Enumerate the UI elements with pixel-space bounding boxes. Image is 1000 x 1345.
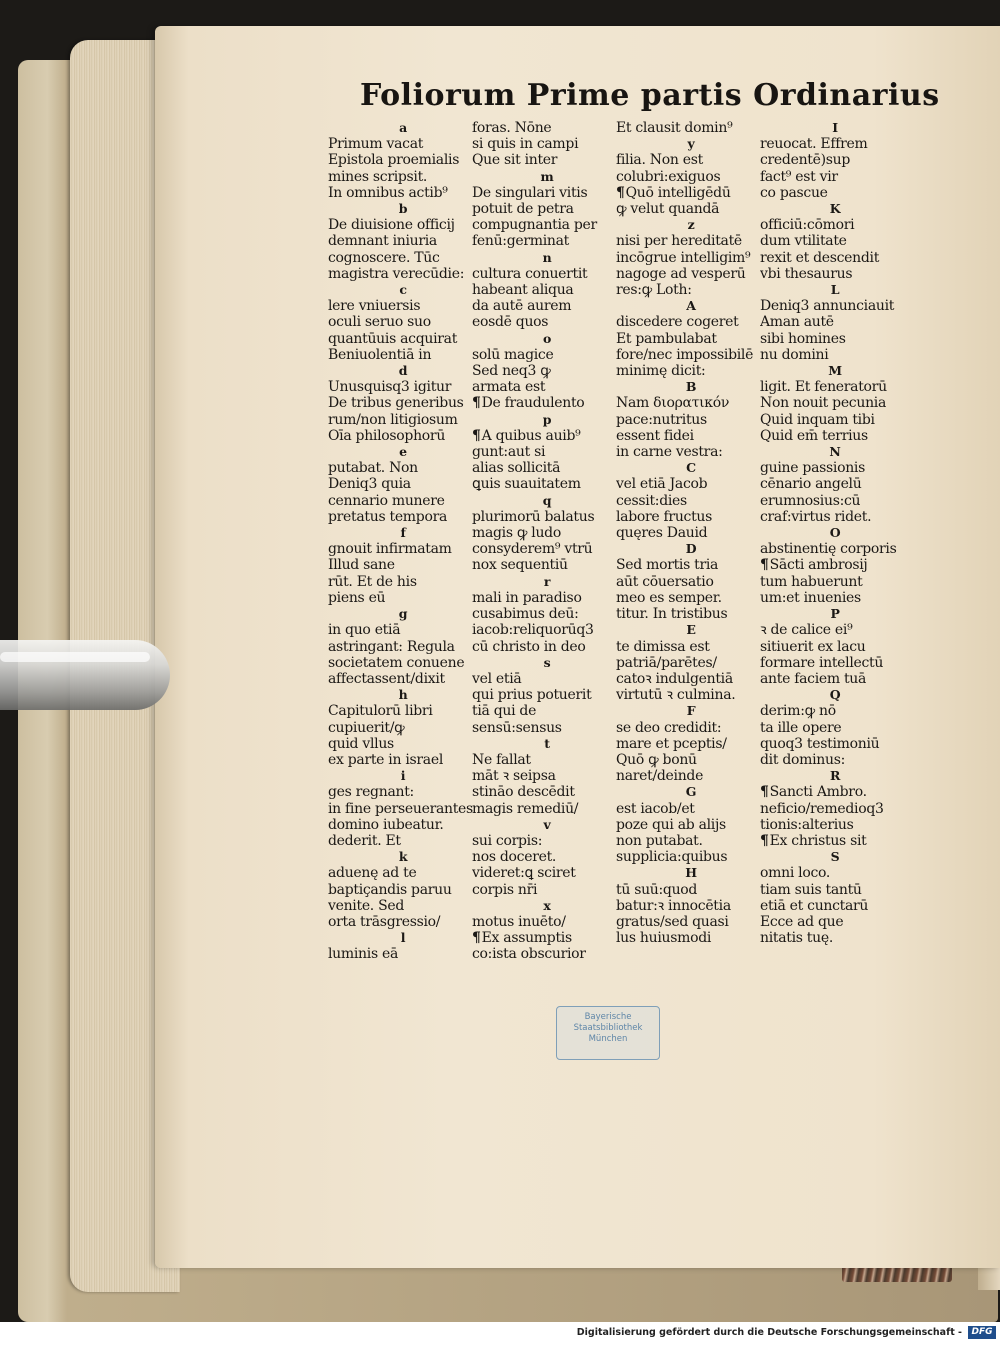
index-entry: ges regnant:: [328, 784, 414, 801]
pilcrow-icon: ¶: [760, 832, 769, 849]
pilcrow-icon: ¶: [472, 395, 481, 412]
index-entry: guine passionis: [760, 460, 865, 477]
index-entry: De diuisione officij: [328, 217, 455, 234]
index-entry: cusabimus deū:: [472, 606, 579, 623]
index-entry: res:ꝙ Loth:: [616, 282, 692, 299]
index-entry: cēnario angelū: [760, 476, 862, 493]
index-entry: etiā et cunctarū: [760, 897, 869, 914]
index-column-3: [616, 120, 766, 946]
index-column-2: [472, 120, 622, 963]
section-letter: p: [542, 411, 552, 427]
index-entry: armata est: [472, 379, 546, 396]
index-entry: naret/deinde: [616, 768, 704, 785]
index-entry: ꝛ de calice ei⁹: [760, 622, 853, 639]
index-entry: cultura conuertit: [472, 265, 588, 282]
section-letter: g: [398, 606, 408, 622]
section-letter: O: [829, 525, 841, 541]
index-entry: videret:ꝗ sciret: [472, 865, 576, 882]
section-letter: b: [398, 201, 408, 217]
index-entry: De tribus generibus: [328, 395, 464, 412]
index-entry: gratus/sed quasi: [616, 913, 729, 930]
index-entry: sitiuerit ex lacu: [760, 638, 866, 655]
index-entry: solū magice: [472, 346, 554, 363]
section-letter: D: [685, 541, 697, 557]
index-entry: vbi thesaurus: [760, 265, 853, 282]
index-entry: stināo descēdit: [472, 784, 575, 801]
index-entry: vel etiā: [472, 670, 522, 687]
index-entry: quęres Dauid: [616, 525, 708, 542]
index-entry: eosdē quos: [472, 314, 549, 331]
index-entry: [760, 784, 910, 800]
index-entry: tiam suis tantū: [760, 881, 862, 898]
index-entry: In omnibus actib⁹: [328, 184, 448, 201]
index-entry: sui corpis:: [472, 832, 543, 849]
stamp-line: Bayerische: [584, 1012, 632, 1022]
index-entry: omni loco.: [760, 865, 831, 882]
index-entry: De singulari vitis: [472, 184, 588, 201]
index-entry: tionis:alterius: [760, 816, 854, 833]
section-letter: B: [685, 379, 697, 395]
index-entry: pretatus tempora: [328, 508, 448, 525]
index-entry: discedere cogeret: [616, 314, 739, 331]
section-letter: K: [829, 201, 841, 217]
index-entry: credentē)sup: [760, 152, 851, 169]
index-entry: neficio/remedioq3: [760, 800, 884, 817]
index-entry: nox sequentiū: [472, 557, 568, 574]
index-entry: cupiuerit/ꝙ: [328, 719, 405, 736]
index-entry: habeant aliqua: [472, 282, 574, 299]
index-entry: officiū:cōmori: [760, 217, 855, 234]
index-entry: fact⁹ est vir: [760, 168, 838, 185]
index-entry-text: Quō intelligēdū: [625, 184, 731, 201]
index-entry: [472, 930, 622, 946]
index-entry: dit dominus:: [760, 751, 845, 768]
index-entry: venite. Sed: [328, 897, 405, 914]
index-entry: ꝗuis suauitatem: [472, 476, 581, 493]
index-entry: meo es semper.: [616, 589, 722, 606]
index-entry: lere vniuersis: [328, 298, 421, 315]
index-entry: patriā/parētes/: [616, 654, 717, 671]
index-entry: Deniq3 quia: [328, 476, 411, 493]
section-letter: F: [686, 703, 696, 719]
index-entry: gnouit infirmatam: [328, 541, 452, 558]
index-entry: Quid inquam tibi: [760, 411, 875, 428]
page-pointer-tool: [0, 640, 170, 710]
section-letter: o: [542, 330, 552, 346]
index-entry: abstinentię corporis: [760, 541, 897, 558]
index-entry-text: A quibus auib⁹: [481, 427, 581, 444]
index-entry: consyderem⁹ vtrū: [472, 541, 593, 558]
index-entry: rexit et descendit: [760, 249, 880, 266]
index-entry: piens eū: [328, 589, 386, 606]
index-entry: Capitulorū libri: [328, 703, 433, 720]
index-entry: gunt:aut si: [472, 444, 546, 461]
index-entry: filia. Non est: [616, 152, 703, 169]
index-entry: nitatis tuę.: [760, 930, 833, 947]
index-entry: Sed mortis tria: [616, 557, 719, 574]
index-entry: demnant iniuria: [328, 233, 437, 250]
index-entry: craf:virtus ridet.: [760, 508, 872, 525]
index-entry: [616, 185, 766, 201]
index-entry: mines scripsit.: [328, 168, 428, 185]
section-letter: z: [687, 217, 695, 233]
index-entry: Aman autē: [760, 314, 834, 331]
section-letter: k: [398, 849, 408, 865]
footer-credit: Digitalisierung gefördert durch die Deutsche Forschungsgemeinschaft -: [576, 1327, 962, 1338]
section-letter: f: [400, 525, 406, 541]
index-entry: dum vtilitate: [760, 233, 847, 250]
index-entry: ligit. Et feneratorū: [760, 379, 887, 396]
index-column-4: [760, 120, 910, 946]
section-letter: v: [543, 816, 551, 832]
index-entry: batur:ꝛ innocētia: [616, 897, 731, 914]
pointer-highlight: [0, 652, 150, 662]
index-entry: ta ille opere: [760, 719, 842, 736]
section-letter: G: [685, 784, 697, 800]
index-entry: dederit. Et: [328, 832, 401, 849]
section-letter: a: [399, 120, 407, 135]
section-letter: N: [829, 444, 841, 460]
stamp-line: Staatsbibliothek: [573, 1023, 643, 1033]
index-entry: fore/nec impossibilē: [616, 346, 754, 363]
index-entry: corpis nr̄i: [472, 881, 538, 898]
index-entry: sensū:sensus: [472, 719, 562, 736]
index-entry-text: De fraudulento: [481, 395, 585, 412]
index-entry: incōgrue intelligim⁹: [616, 249, 751, 266]
index-entry: in fine perseuerantes: [328, 800, 473, 817]
index-entry: quoq3 testimoniū: [760, 735, 880, 752]
index-entry: Illud sane: [328, 557, 395, 574]
section-letter: L: [830, 282, 840, 298]
index-entry: cessit:dies: [616, 492, 687, 509]
index-entry: cennario munere: [328, 492, 445, 509]
index-entry: Ne fallat: [472, 751, 531, 768]
index-entry: minimę dicit:: [616, 363, 706, 380]
index-entry: mali in paradiso: [472, 589, 582, 606]
index-column-1: [328, 120, 478, 963]
index-entry: compugnantia per: [472, 217, 597, 234]
index-entry: te dimissa est: [616, 638, 710, 655]
pilcrow-icon: ¶: [760, 784, 769, 801]
section-letter: M: [828, 363, 842, 379]
index-entry: mare et pceptis/: [616, 735, 727, 752]
index-entry-text: Ex christus sit: [769, 832, 867, 849]
index-entry: um:et inuenies: [760, 589, 861, 606]
index-entry: nos doceret.: [472, 849, 557, 866]
index-entry: domino iubeatur.: [328, 816, 444, 833]
section-letter: q: [542, 492, 552, 508]
index-entry: [472, 428, 622, 444]
index-entry: Beniuolentiā in: [328, 346, 432, 363]
index-entry: Nam διορατικόν: [616, 395, 730, 412]
section-letter: l: [400, 930, 406, 946]
index-entry: orta trāsgressio/: [328, 913, 441, 930]
section-letter: I: [832, 120, 838, 135]
index-entry: se deo credidit:: [616, 719, 722, 736]
index-entry: derim:ꝙ nō: [760, 703, 836, 720]
index-entry: ꝙ velut quandā: [616, 201, 720, 218]
index-entry: Non nouit pecunia: [760, 395, 887, 412]
index-entry: essent fidei: [616, 427, 694, 444]
section-letter: i: [400, 768, 406, 784]
index-entry: plurimorū balatus: [472, 508, 595, 525]
index-entry: [472, 395, 622, 411]
index-entry: cū christo in deo: [472, 638, 586, 655]
index-entry: baptiçandis paruu: [328, 881, 452, 898]
index-entry: supplicia:quibus: [616, 849, 728, 866]
section-letter: s: [543, 654, 551, 670]
index-entry-text: Sancti Ambro.: [769, 784, 867, 801]
index-entry: luminis eā: [328, 946, 399, 963]
index-entry: potuit de petra: [472, 201, 574, 218]
index-entry: vel etiā Jacob: [616, 476, 708, 493]
section-letter: R: [829, 768, 841, 784]
running-head: Foliorum Prime partis Ordinarius: [360, 78, 940, 113]
section-letter: A: [686, 298, 696, 314]
index-entry: nagoge ad vesperū: [616, 265, 746, 282]
index-entry: colubri:exiguos: [616, 168, 721, 185]
section-letter: S: [830, 849, 840, 865]
index-entry: fenū:germinat: [472, 233, 569, 250]
index-entry: Oīa philosophorū: [328, 427, 446, 444]
index-entry: Deniq3 annunciauit: [760, 298, 895, 315]
index-entry: qui prius potuerit: [472, 687, 592, 704]
index-entry: co:ista obscurior: [472, 946, 586, 963]
section-letter: n: [542, 249, 552, 265]
index-entry: alias sollicitā: [472, 460, 561, 477]
index-entry: [760, 833, 910, 849]
index-entry: est iacob/et: [616, 800, 695, 817]
index-entry: foras. Nōne: [472, 120, 552, 136]
index-entry: nisi per hereditatē: [616, 233, 742, 250]
section-letter: m: [540, 168, 554, 184]
index-entry: magistra verecūdie:: [328, 265, 465, 282]
section-letter: h: [398, 687, 408, 703]
index-entry: Et pambulabat: [616, 330, 717, 347]
index-entry: pace:nutritus: [616, 411, 707, 428]
index-entry: māt ꝛ seipsa: [472, 768, 556, 785]
index-entry: nu domini: [760, 346, 829, 363]
index-entry: magis remediū/: [472, 800, 579, 817]
section-letter: r: [543, 573, 551, 589]
index-entry: tiā qui de: [472, 703, 537, 720]
index-entry: aūt cōuersatio: [616, 573, 714, 590]
index-entry: titur. In tristibus: [616, 606, 728, 623]
section-letter: H: [685, 865, 697, 881]
index-entry: sibi homines: [760, 330, 846, 347]
index-entry: affectassent/dixit: [328, 670, 445, 687]
index-entry: in carne vestra:: [616, 444, 723, 461]
index-entry: da autē aurem: [472, 298, 572, 315]
index-entry: societatem conuene: [328, 654, 465, 671]
index-entry: cognoscere. Tūc: [328, 249, 440, 266]
index-entry: formare intellectū: [760, 654, 884, 671]
index-entry: rūt. Et de his: [328, 573, 417, 590]
index-entry: poze qui ab alijs: [616, 816, 726, 833]
section-letter: P: [830, 606, 840, 622]
index-entry: quantūuis acquirat: [328, 330, 458, 347]
index-entry-text: Ex assumptis: [481, 930, 572, 947]
section-letter: t: [544, 735, 550, 751]
index-entry: iacob:reliquorūq3: [472, 622, 594, 639]
index-entry: si quis in campi: [472, 136, 579, 153]
index-entry: lus huiusmodi: [616, 930, 712, 947]
index-entry: Ecce ad que: [760, 913, 844, 930]
index-entry: Et clausit domin⁹: [616, 120, 733, 136]
section-letter: x: [543, 897, 551, 913]
pilcrow-icon: ¶: [616, 184, 625, 201]
pilcrow-icon: ¶: [472, 930, 481, 947]
index-entry: Primum vacat: [328, 136, 424, 153]
index-entry: rum/non litigiosum: [328, 411, 458, 428]
index-entry: Quid em̄ terrius: [760, 427, 868, 444]
index-entry: reuocat. Effrem: [760, 136, 868, 153]
section-letter: C: [686, 460, 696, 476]
index-entry: Epistola proemialis: [328, 152, 460, 169]
index-entry: [760, 557, 910, 573]
index-entry: non putabat.: [616, 832, 703, 849]
pilcrow-icon: ¶: [472, 427, 481, 444]
library-stamp: [556, 1006, 660, 1060]
stamp-line: München: [588, 1034, 628, 1044]
index-entry: catoꝛ indulgentiā: [616, 670, 733, 687]
index-entry: ex parte in israel: [328, 751, 444, 768]
index-entry: motus inuēto/: [472, 913, 566, 930]
index-entry-text: Sācti ambrosij: [769, 557, 868, 574]
index-entry: tū suū:quod: [616, 881, 698, 898]
index-entry: oculi seruo suo: [328, 314, 431, 331]
pilcrow-icon: ¶: [760, 557, 769, 574]
index-entry: virtutū ꝛ culmina.: [616, 687, 736, 704]
index-entry: tum habuerunt: [760, 573, 863, 590]
index-entry: co pascue: [760, 184, 828, 201]
dfg-logo-icon: DFG: [968, 1326, 996, 1339]
section-letter: e: [399, 444, 407, 460]
section-letter: E: [686, 622, 696, 638]
section-letter: d: [398, 363, 408, 379]
index-entry: magis ꝙ ludo: [472, 525, 561, 542]
index-entry: Unusquisq3 igitur: [328, 379, 452, 396]
index-entry: labore fructus: [616, 508, 713, 525]
index-entry: astringant: Regula: [328, 638, 455, 655]
section-letter: y: [687, 136, 695, 152]
index-entry: erumnosius:cū: [760, 492, 861, 509]
index-entry: Que sit inter: [472, 152, 558, 169]
section-letter: Q: [829, 687, 841, 703]
index-entry: in quo etiā: [328, 622, 401, 639]
index-entry: putabat. Non: [328, 460, 418, 477]
index-entry: Quō ꝙ bonū: [616, 751, 697, 768]
index-entry: quid vllus: [328, 735, 394, 752]
index-entry: aduenę ad te: [328, 865, 417, 882]
section-letter: c: [399, 282, 407, 298]
index-entry: ante faciem tuā: [760, 670, 867, 687]
index-entry: Sed neq3 ꝙ: [472, 363, 551, 380]
